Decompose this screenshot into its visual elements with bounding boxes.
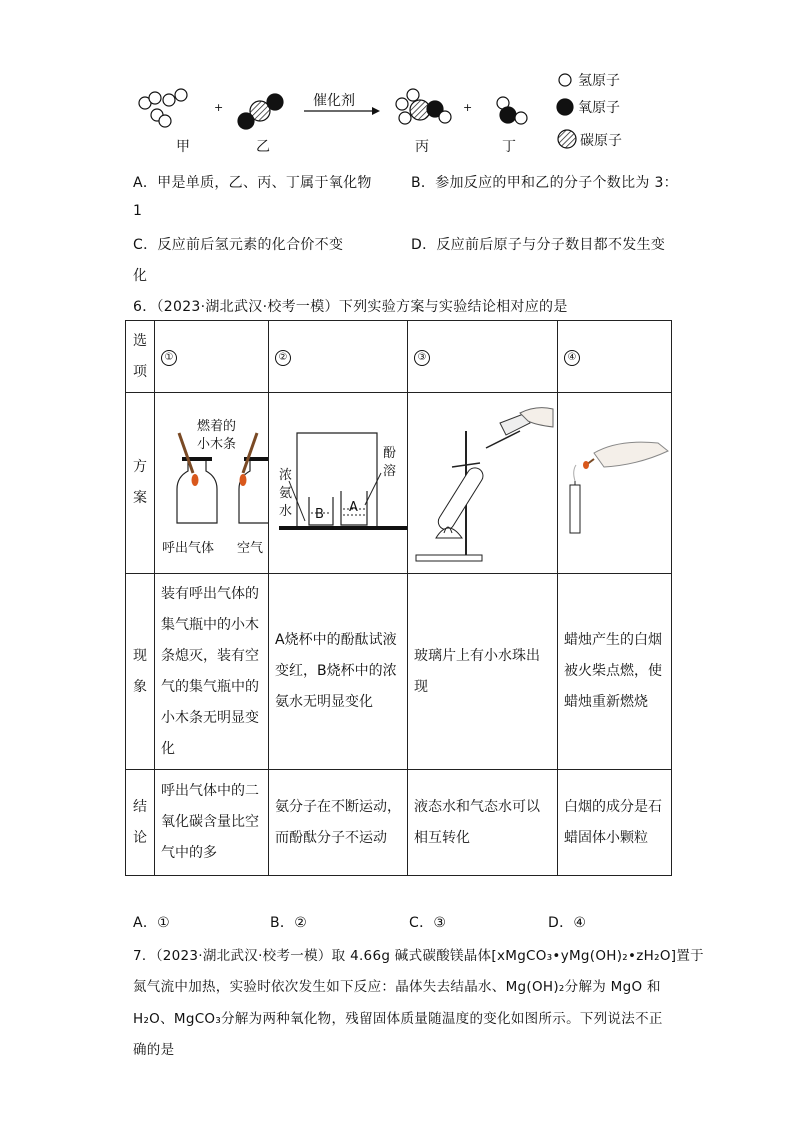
- plan-1-diagram: [155, 393, 269, 574]
- plan-2-label-l1: 浓: [279, 468, 293, 483]
- plan-2-label-r2: 溶: [383, 464, 397, 479]
- plan-3-diagram: [408, 393, 558, 574]
- q5-option-a: A．甲是单质，乙、丙、丁属于氧化物: [133, 175, 372, 191]
- q5-option-b: B．参加反应的甲和乙的分子个数比为 3：: [411, 175, 678, 191]
- legend-oxygen: 氧原子: [578, 100, 620, 116]
- q6-answer-c: C．③: [409, 915, 447, 931]
- conclusion-4: 白烟的成分是石蜡固体小颗粒: [558, 770, 672, 876]
- legend-icons: [557, 74, 576, 148]
- q6-answer-a: A．①: [133, 915, 171, 931]
- reactant-yi-molecule: [238, 94, 283, 129]
- q6-stem: 6．（2023·湖北武汉·校考一模）下列实验方案与实验结论相对应的是: [133, 299, 568, 315]
- legend-carbon: 碳原子: [580, 133, 622, 149]
- plus-sign-2: +: [463, 101, 473, 114]
- plan-1-label-top: 燃着的: [197, 419, 237, 434]
- col-4-header: ④: [564, 350, 580, 366]
- product-ding-molecule: [497, 97, 527, 124]
- conclusion-2: 氨分子在不断运动，而酚酞分子不运动: [269, 770, 408, 876]
- conclusion-1: 呼出气体中的二氧化碳含量比空气中的多: [155, 770, 269, 876]
- q7-line-3: H₂O、MgCO₃分解为两种氧化物，残留固体质量随温度的变化如图所示。下列说法不正: [133, 1011, 663, 1027]
- q5-option-d: D．反应前后原子与分子数目都不发生变: [411, 237, 666, 253]
- header-option: 选项: [126, 321, 155, 393]
- header-phenomenon: 现象: [126, 574, 155, 770]
- plan-2-label-l3: 水: [279, 504, 293, 519]
- phenomenon-2: A烧杯中的酚酞试液变红，B烧杯中的浓氨水无明显变化: [269, 574, 408, 770]
- plan-1-label-top2: 小木条: [197, 437, 237, 452]
- plan-2-label-b: B: [315, 507, 324, 522]
- conclusion-3: 液态水和气态水可以相互转化: [408, 770, 558, 876]
- label-bing: 丙: [415, 139, 429, 155]
- q6-table: [125, 320, 672, 876]
- phenomenon-4: 蜡烛产生的白烟被火柴点燃，使蜡烛重新燃烧: [558, 574, 672, 770]
- q6-answer-b: B．②: [270, 915, 308, 931]
- label-ding: 丁: [502, 139, 516, 155]
- plan-2-label-r1: 酚: [383, 446, 397, 461]
- legend-hydrogen: 氢原子: [578, 73, 620, 89]
- plan-1-label-air: 空气: [237, 541, 264, 556]
- catalyst-label: 催化剂: [313, 93, 355, 109]
- plan-4-diagram: [558, 393, 672, 574]
- plus-sign-1: +: [214, 101, 224, 114]
- q5-option-c: C．反应前后氢元素的化合价不变: [133, 237, 344, 253]
- q7-line-2: 氮气流中加热，实验时依次发生如下反应：晶体失去结晶水、Mg(OH)₂分解为 MgO 和: [133, 979, 661, 995]
- col-2-header: ②: [275, 350, 291, 366]
- plan-2-label-a: A: [349, 500, 358, 515]
- header-conclusion: 结论: [126, 770, 155, 876]
- product-bing-molecule: [396, 89, 451, 124]
- phenomenon-3: 玻璃片上有小水珠出现: [408, 574, 558, 770]
- plan-2-label-l2: 氨: [279, 486, 293, 501]
- reaction-diagram: [0, 0, 794, 170]
- q5-option-b-wrap: 1: [133, 203, 143, 219]
- plan-1-label-exhaled: 呼出气体: [162, 541, 215, 556]
- q7-line-1: 7．（2023·湖北武汉·校考一模）取 4.66g 碱式碳酸镁晶体[xMgCO₃•yMg(OH)₂•zH₂O]置于: [133, 948, 704, 964]
- col-1-header: ①: [161, 350, 177, 366]
- q7-line-4: 确的是: [133, 1042, 175, 1058]
- header-plan: 方案: [126, 393, 155, 574]
- label-yi: 乙: [256, 139, 270, 155]
- plan-2-diagram: [269, 393, 408, 574]
- label-jia: 甲: [176, 139, 190, 155]
- reactant-jia-molecules: [139, 89, 187, 127]
- q6-answer-d: D．④: [548, 915, 587, 931]
- phenomenon-1: 装有呼出气体的集气瓶中的小木条熄灭，装有空气的集气瓶中的小木条无明显变化: [155, 574, 269, 770]
- col-3-header: ③: [414, 350, 430, 366]
- q5-option-d-wrap: 化: [133, 268, 148, 284]
